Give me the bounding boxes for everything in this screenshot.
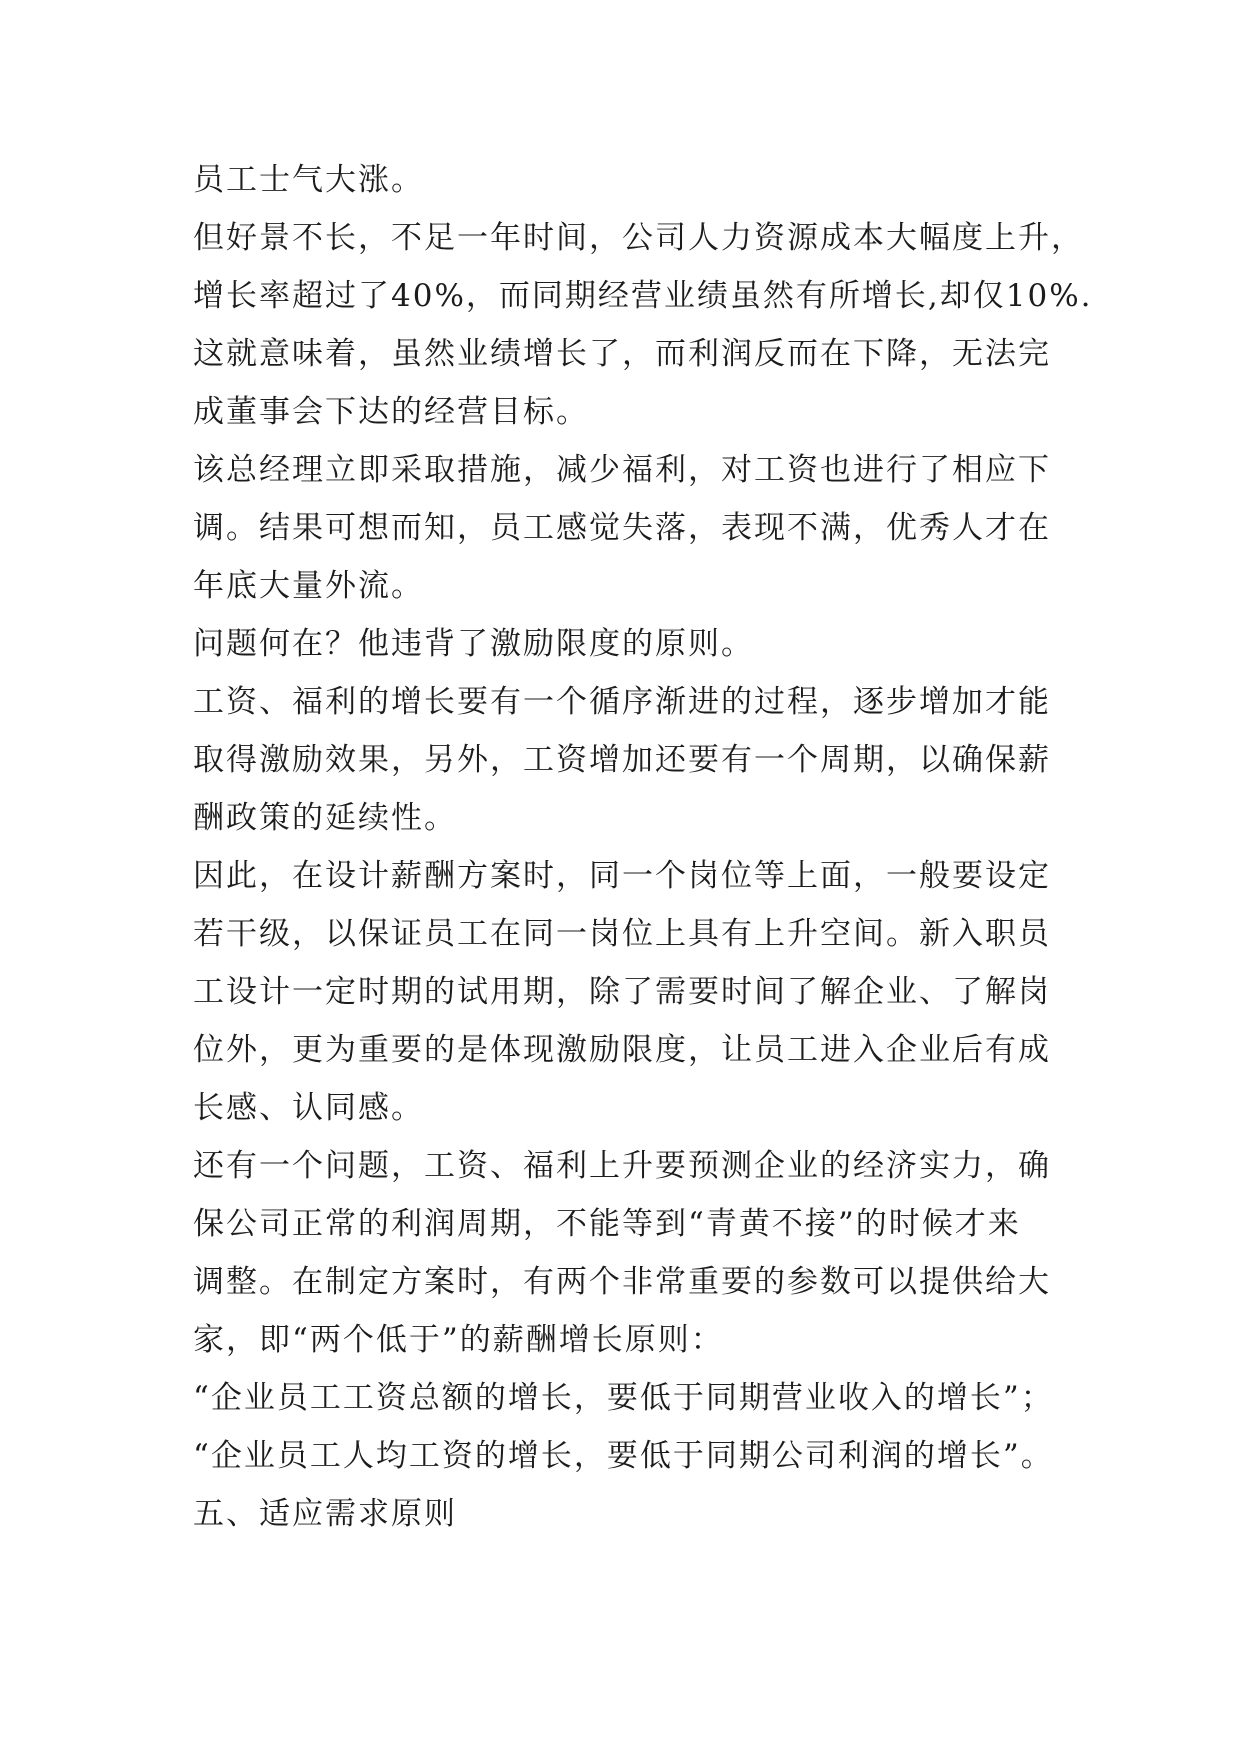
text-line: 员工士气大涨。 [193, 162, 424, 198]
text-line: 位外，更为重要的是体现激励限度，让员工进入企业后有成 [193, 1032, 1051, 1068]
text-line: 该总经理立即采取措施，减少福利，对工资也进行了相应下 [193, 452, 1051, 488]
text-line: 增长率超过了40%，而同期经营业绩虽然有所增长,却仅10%. [193, 278, 1093, 314]
text-line: 家，即“两个低于”的薪酬增长原则： [193, 1322, 724, 1358]
text-line: 工资、福利的增长要有一个循序渐进的过程，逐步增加才能 [193, 684, 1051, 720]
text-line: 调。结果可想而知，员工感觉失落，表现不满，优秀人才在 [193, 510, 1051, 546]
text-line: 问题何在？他违背了激励限度的原则。 [193, 626, 754, 662]
text-line: 调整。在制定方案时，有两个非常重要的参数可以提供给大 [193, 1264, 1051, 1300]
text-line: 保公司正常的利润周期，不能等到“青黄不接”的时候才来 [193, 1206, 1021, 1242]
text-line: 长感、认同感。 [193, 1090, 424, 1126]
text-line: 取得激励效果，另外，工资增加还要有一个周期，以确保薪 [193, 742, 1051, 778]
text-line: 工设计一定时期的试用期，除了需要时间了解企业、了解岗 [193, 974, 1051, 1010]
text-line: 这就意味着，虽然业绩增长了，而利润反而在下降，无法完 [193, 336, 1051, 372]
text-line: 年底大量外流。 [193, 568, 424, 604]
text-line: 但好景不长，不足一年时间，公司人力资源成本大幅度上升， [193, 220, 1084, 256]
text-line: “企业员工工资总额的增长，要低于同期营业收入的增长”； [193, 1380, 1054, 1416]
text-line: 成董事会下达的经营目标。 [193, 394, 589, 430]
text-line: 还有一个问题，工资、福利上升要预测企业的经济实力，确 [193, 1148, 1051, 1184]
text-line: 酬政策的延续性。 [193, 800, 457, 836]
section-heading: 五、适应需求原则 [193, 1496, 457, 1532]
text-line: 若干级，以保证员工在同一岗位上具有上升空间。新入职员 [193, 916, 1051, 952]
text-line: “企业员工人均工资的增长，要低于同期公司利润的增长”。 [193, 1438, 1054, 1474]
text-line: 因此，在设计薪酬方案时，同一个岗位等上面，一般要设定 [193, 858, 1051, 894]
